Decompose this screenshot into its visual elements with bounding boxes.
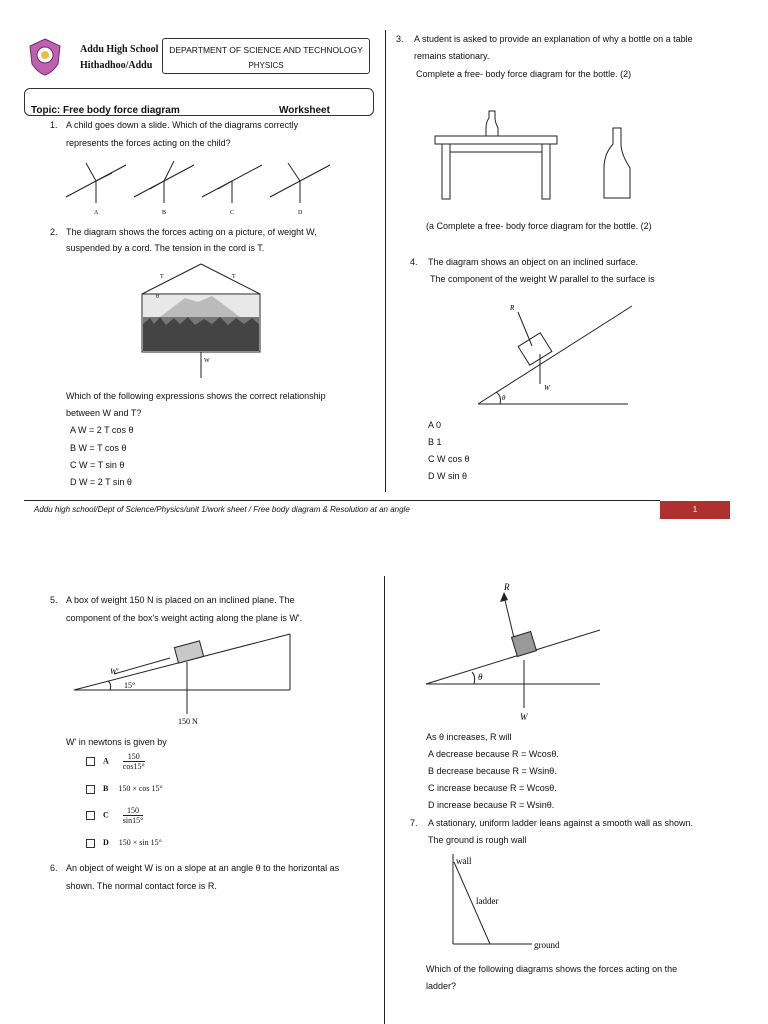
q5-option-d: [86, 838, 162, 848]
q5-weight-label: 150 N: [178, 717, 198, 726]
q4-option-b: B 1: [428, 437, 442, 447]
q6-option-d: D increase because R = Wsinθ.: [428, 800, 555, 810]
q5-option-a-letter: A: [103, 756, 109, 766]
worksheet-label: Worksheet: [279, 105, 330, 116]
q5-option-b-checkbox[interactable]: [86, 785, 95, 794]
q2-text-line1: The diagram shows the forces acting on a picture, of weight W,: [66, 227, 317, 237]
q1-option-c-label: C: [230, 210, 235, 216]
q5-option-c-numerator: 150: [123, 806, 144, 816]
column-divider-page2: [384, 576, 385, 1024]
q3-text-line4: (a Complete a free- body force diagram for the bottle. (2): [426, 221, 652, 231]
q1-option-b-label: B: [162, 210, 167, 216]
q5-option-b-letter: B: [103, 784, 109, 793]
page-number: 1: [692, 505, 698, 514]
q2-option-b: B W = T cos θ: [70, 443, 127, 453]
q5-option-d-text: 150 × sin 15°: [118, 838, 162, 847]
q7-text-line2: The ground is rough wall: [428, 835, 527, 845]
q6-slope-diagram: [424, 578, 604, 726]
q5-option-d-checkbox[interactable]: [86, 839, 95, 848]
q2-question-line2: between W and T?: [66, 408, 142, 418]
q1-text-line2: represents the forces acting on the child?: [66, 138, 231, 148]
q2-picture-diagram: [140, 262, 265, 382]
page-number-badge: [660, 501, 730, 519]
q5-number: 5.: [50, 595, 58, 605]
footer-rule: [24, 500, 660, 501]
department-box: [162, 38, 370, 74]
q2-option-a: A W = 2 T cos θ: [70, 425, 134, 435]
q6-normal-label: R: [504, 582, 510, 592]
q3-text-line1: A student is asked to provide an explanation of why a bottle on a table: [414, 34, 693, 44]
q6-number: 6.: [50, 863, 58, 873]
q5-text-line2: component of the box's weight acting along the plane is W'.: [66, 613, 303, 623]
q7-ladder-diagram: [450, 852, 578, 952]
q1-option-a-label: A: [94, 210, 99, 216]
q7-wall-label: wall: [456, 856, 472, 866]
q5-option-a-denominator: cos15°: [122, 762, 145, 771]
q3-number: 3.: [396, 34, 404, 44]
q4-option-d: D W sin θ: [428, 471, 468, 481]
q1-option-d-label: D: [298, 210, 303, 216]
q6-text-line1: An object of weight W is on a slope at an angle θ to the horizontal as: [66, 863, 340, 873]
q2-tension-right-label: T: [232, 274, 236, 280]
q6-theta-label: θ: [478, 672, 483, 682]
q2-text-line2: suspended by a cord. The tension in the cord is T.: [66, 243, 265, 253]
school-logo: [28, 38, 62, 76]
q2-theta-label: θ: [156, 294, 159, 300]
q6-option-b: B decrease because R = Wsinθ.: [428, 766, 557, 776]
q4-theta-label: θ: [502, 394, 506, 402]
q5-option-a-checkbox[interactable]: [86, 757, 95, 766]
q5-option-b: [86, 784, 163, 794]
q5-option-d-letter: D: [103, 838, 109, 847]
q5-option-b-text: 150 × cos 15°: [118, 784, 163, 793]
q7-question-line1: Which of the following diagrams shows the forces acting on the: [426, 964, 678, 974]
q3-text-line3: Complete a free- body force diagram for the bottle. (2): [416, 69, 632, 79]
q6-weight-label: W: [520, 712, 528, 722]
q2-tension-left-label: T: [160, 274, 164, 280]
q5-option-c-denominator: sin15°: [122, 816, 144, 825]
q2-option-d: D W = 2 T sin θ: [70, 477, 132, 487]
q4-incline-diagram: [470, 296, 635, 410]
q5-question: W' in newtons is given by: [66, 737, 167, 747]
q1-slide-diagrams: [66, 155, 336, 217]
q5-option-c-checkbox[interactable]: [86, 811, 95, 820]
q1-text-line1: A child goes down a slide. Which of the diagrams correctly: [66, 120, 299, 130]
q5-component-label: W': [110, 667, 119, 676]
q6-option-c: C increase because R = Wcosθ.: [428, 783, 557, 793]
q7-question-line2: ladder?: [426, 981, 457, 991]
q5-option-c: [86, 806, 143, 825]
q7-text-line1: A stationary, uniform ladder leans against a smooth wall as shown.: [428, 818, 693, 828]
q4-text-line1: The diagram shows an object on an inclined surface.: [428, 257, 639, 267]
q7-ladder-label: ladder: [476, 896, 499, 906]
column-divider: [385, 30, 386, 492]
q4-normal-label: R: [510, 304, 515, 312]
department-title: DEPARTMENT OF SCIENCE AND TECHNOLOGY: [169, 45, 363, 55]
q5-option-a-numerator: 150: [123, 752, 145, 762]
q4-text-line2: The component of the weight W parallel to the surface is: [430, 274, 655, 284]
q7-number: 7.: [410, 818, 418, 828]
q4-weight-label: W: [544, 384, 550, 392]
school-name: Addu High School: [80, 44, 159, 55]
q1-number: 1.: [50, 120, 58, 130]
q7-ground-label: ground: [534, 940, 560, 950]
school-location: Hithadhoo/Addu: [80, 60, 153, 71]
q5-option-a: [86, 752, 145, 771]
q2-weight-label: W: [204, 358, 210, 364]
q5-text-line1: A box of weight 150 N is placed on an inclined plane. The: [66, 595, 295, 605]
q4-option-a: A 0: [428, 420, 442, 430]
q6-option-a: A decrease because R = Wcosθ.: [428, 749, 559, 759]
q5-incline-diagram: [70, 630, 296, 728]
q3-table-bottle-diagram: [432, 108, 632, 203]
q4-number: 4.: [410, 257, 418, 267]
q4-option-c: C W cos θ: [428, 454, 470, 464]
q2-question-line1: Which of the following expressions shows the correct relationship: [66, 391, 326, 401]
q5-option-c-letter: C: [103, 810, 109, 820]
q6-text-line2: shown. The normal contact force is R.: [66, 881, 217, 891]
q2-option-c: C W = T sin θ: [70, 460, 125, 470]
q3-text-line2: remains stationary.: [414, 51, 490, 61]
topic-box: [24, 88, 374, 116]
q6-question: As θ increases, R will: [426, 732, 512, 742]
q2-number: 2.: [50, 227, 58, 237]
subject-title: PHYSICS: [248, 61, 284, 70]
topic-title: Topic: Free body force diagram: [31, 105, 180, 116]
q5-angle-label: 15°: [124, 681, 136, 690]
footer-text: Addu high school/Dept of Science/Physics/unit 1/work sheet / Free body diagram & Resolution at an angle: [34, 505, 410, 514]
